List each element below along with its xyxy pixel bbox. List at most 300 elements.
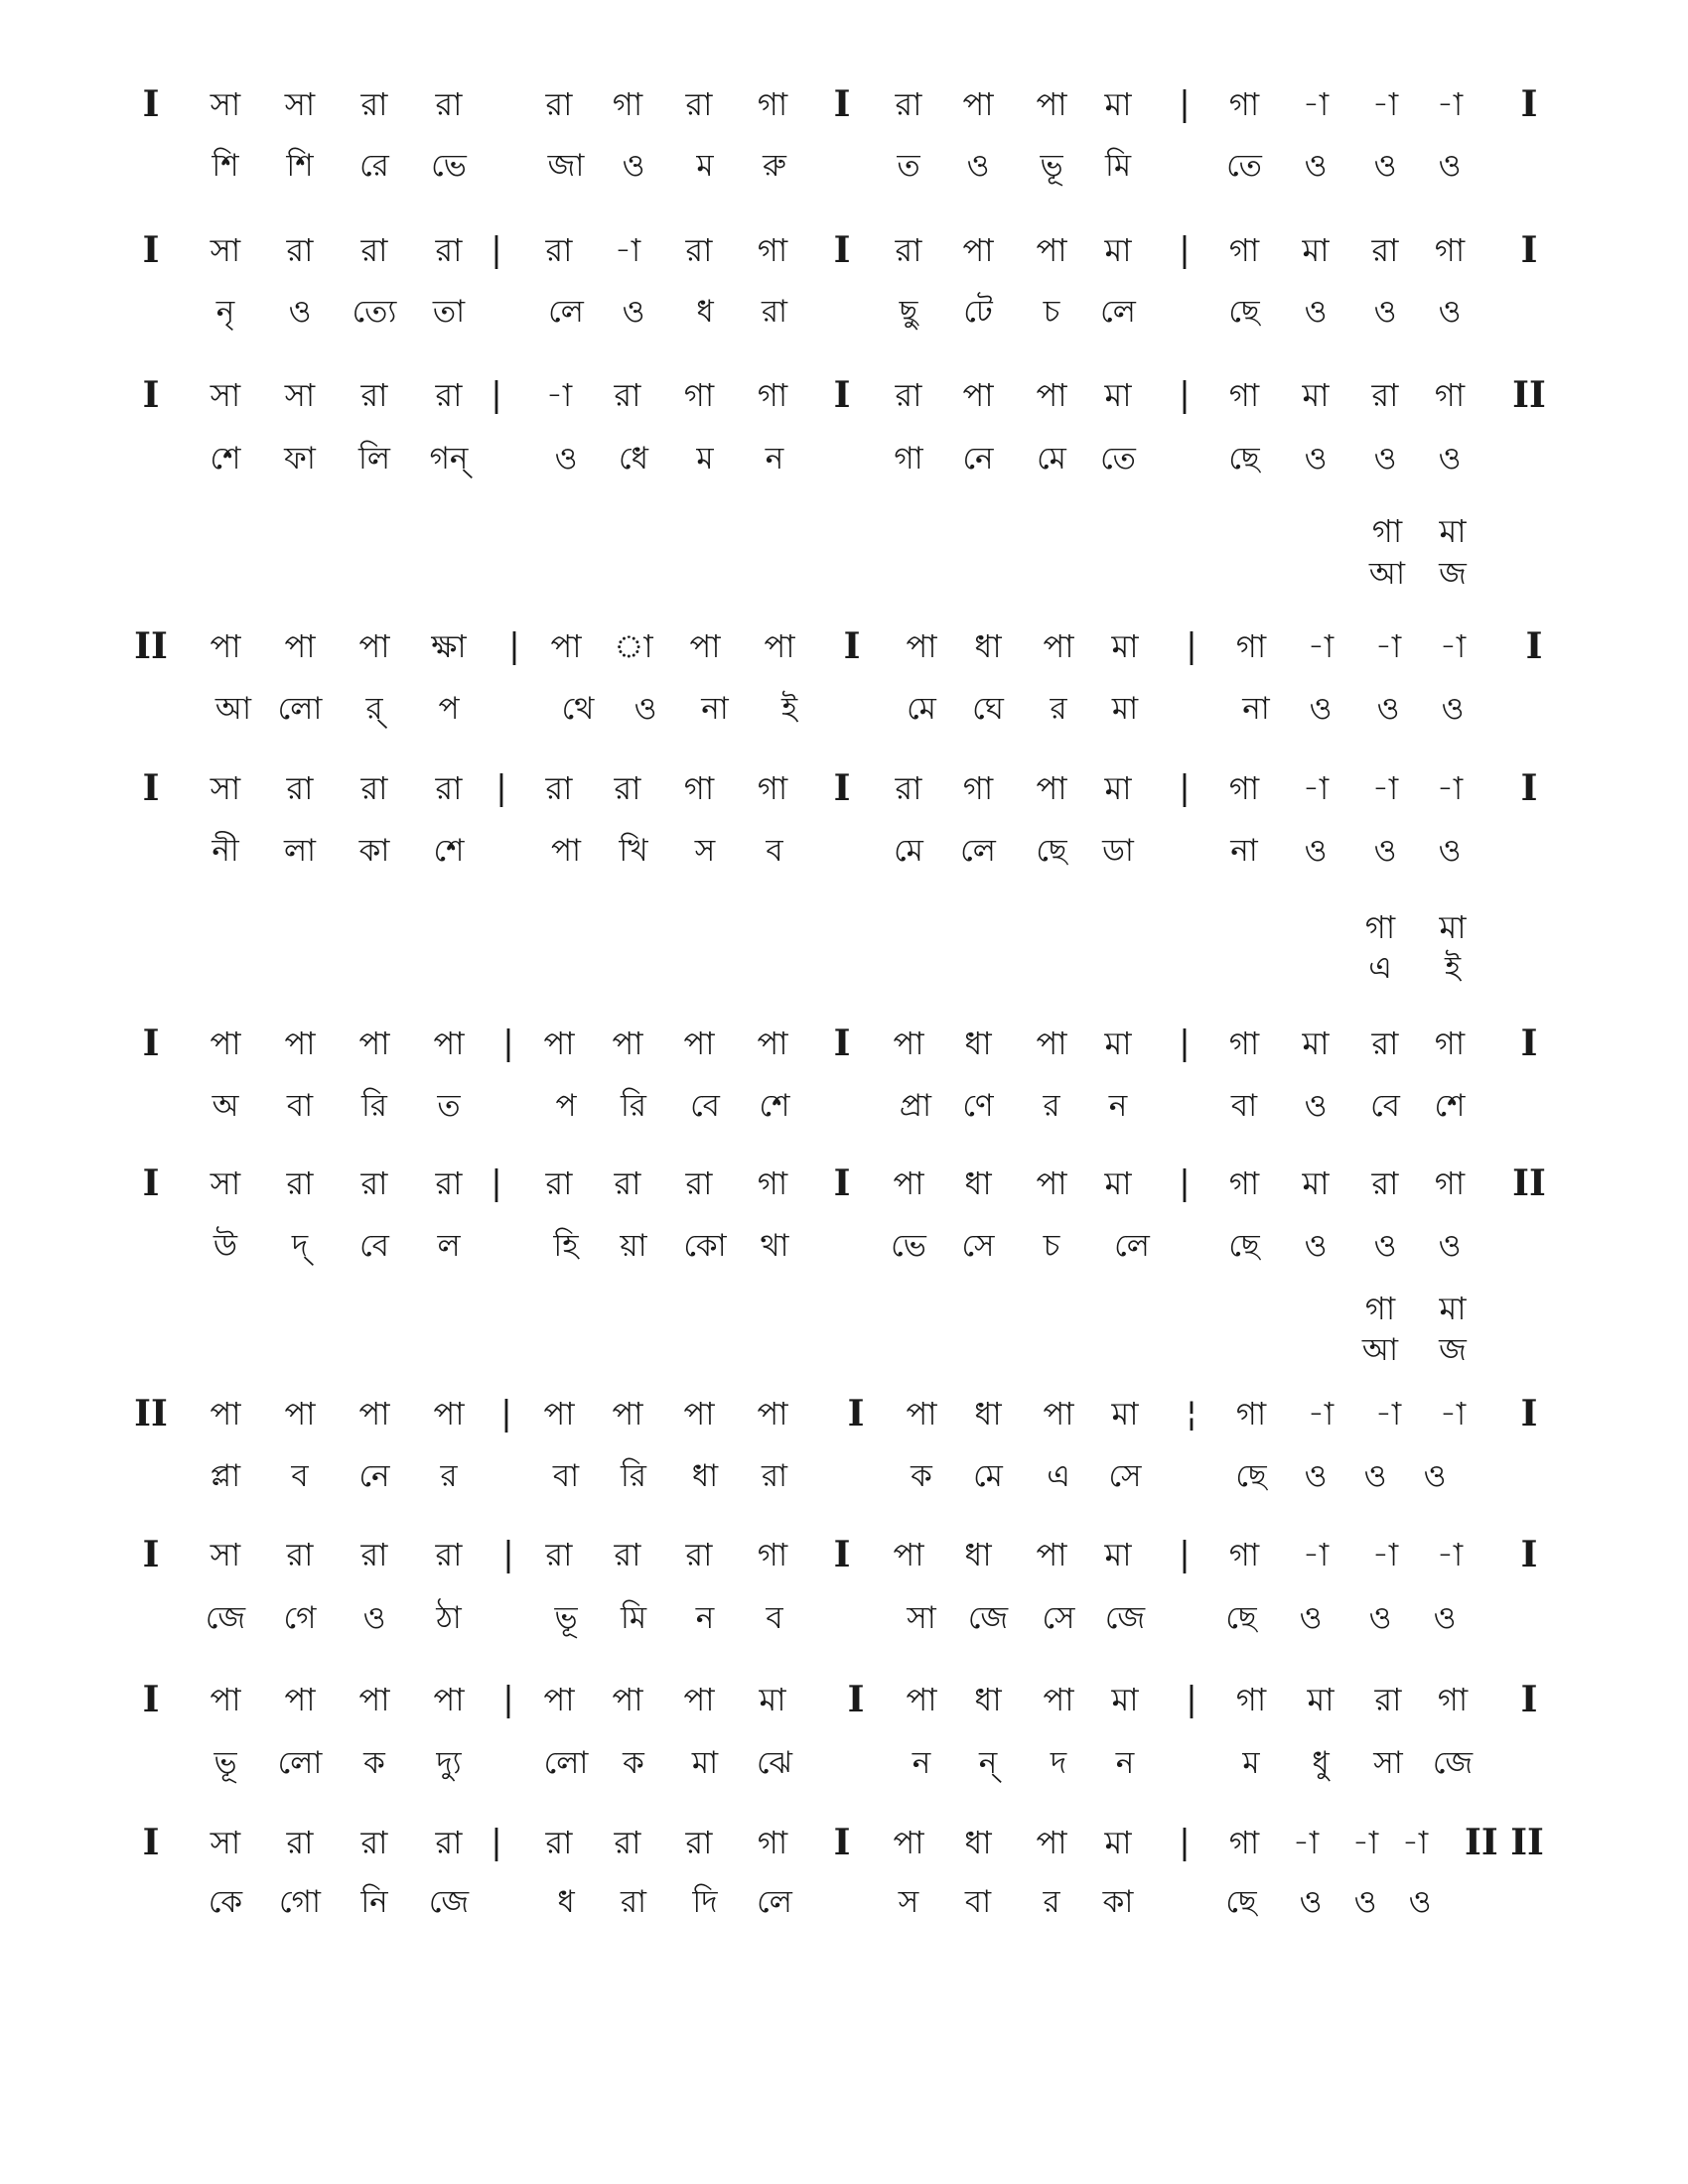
note: পা <box>210 1024 241 1062</box>
lyric-syllable: লে <box>960 833 996 869</box>
lyric-syllable: ও <box>1299 1600 1323 1636</box>
lyric-syllable: ও <box>362 1600 386 1636</box>
lyric-syllable: ভে <box>891 1228 926 1264</box>
lyric-syllable: নি <box>360 1884 388 1920</box>
lyric-syllable: শে <box>433 833 465 869</box>
lyric-syllable: লো <box>543 1745 589 1781</box>
lyric-syllable: দ <box>1050 1745 1067 1781</box>
lyric-syllable: জে <box>1104 1600 1146 1636</box>
note: পা <box>358 1681 390 1718</box>
lyric-syllable: র্ <box>365 691 383 727</box>
note: -া <box>1436 85 1464 123</box>
section-marker: II II <box>1465 1822 1544 1863</box>
note: রা <box>1371 1024 1399 1062</box>
bar-line: | <box>1179 1024 1191 1063</box>
lyric-syllable: ই <box>1444 950 1462 986</box>
lyric-syllable: ধ <box>557 1884 575 1920</box>
lyric-syllable: কা <box>358 833 390 869</box>
lyric-syllable: ত <box>437 1088 461 1124</box>
lyric-syllable: দি <box>692 1884 718 1920</box>
lyric-syllable: কো <box>683 1228 727 1264</box>
note: -া <box>614 231 641 269</box>
note: পা <box>893 1536 924 1573</box>
section-marker: I <box>142 1679 160 1720</box>
note: গা <box>1228 231 1260 269</box>
lyric-syllable: ভে <box>431 148 467 184</box>
lyrics-row <box>0 1216 1688 1276</box>
lyric-syllable: ধা <box>691 1458 719 1494</box>
section-marker: II <box>1512 374 1546 416</box>
lyric-syllable: ও <box>622 148 645 184</box>
note: রা <box>360 1824 388 1861</box>
bar-line: | <box>502 1680 514 1719</box>
lyric-syllable: ম <box>696 148 714 184</box>
section-marker: I <box>833 1822 851 1863</box>
note: পা <box>612 1024 643 1062</box>
section-marker: I <box>1525 625 1543 667</box>
note: পা <box>906 1395 937 1433</box>
note: মা <box>1104 1824 1132 1861</box>
note: রা <box>545 1164 573 1202</box>
lyric-syllable: ও <box>1438 1228 1462 1264</box>
note: রা <box>685 1824 713 1861</box>
note: রা <box>614 1824 641 1861</box>
note: রা <box>1371 376 1399 414</box>
section-marker: I <box>833 229 851 271</box>
lyric-syllable: চ <box>1043 294 1060 330</box>
lyric-syllable: ও <box>1433 1600 1457 1636</box>
lyrics-row <box>0 1446 1688 1506</box>
note: -া <box>1401 1824 1429 1861</box>
lyric-syllable: ঘে <box>972 691 1004 727</box>
lyric-syllable: ব <box>766 833 783 869</box>
bar-line: | <box>491 375 502 415</box>
note: গা <box>757 376 788 414</box>
lyric-syllable: ন্ <box>978 1745 998 1781</box>
note: গা <box>1364 1290 1396 1327</box>
note: গা <box>1434 231 1466 269</box>
note: রা <box>545 769 573 807</box>
note: মা <box>1439 908 1467 946</box>
lyric-syllable: স <box>694 833 716 869</box>
note: পা <box>683 1024 715 1062</box>
lyric-syllable: তে <box>1100 441 1136 477</box>
lyric-syllable: পা <box>550 833 582 869</box>
bar-line: | <box>1186 626 1197 666</box>
lyric-syllable: লে <box>757 1884 792 1920</box>
note: রা <box>545 1824 573 1861</box>
lyric-syllable: ছে <box>1235 1458 1267 1494</box>
lyric-syllable: প <box>438 691 460 727</box>
note: রা <box>360 376 388 414</box>
notation-row <box>0 1525 1688 1584</box>
bar-line: | <box>1179 768 1191 808</box>
lyric-syllable: ও <box>633 691 657 727</box>
lyric-syllable: গন্ <box>429 441 469 477</box>
note: রা <box>685 85 713 123</box>
note: -া <box>1371 1536 1399 1573</box>
note: পা <box>906 1681 937 1718</box>
note: পা <box>962 231 994 269</box>
lyric-syllable: আ <box>1361 1332 1399 1368</box>
note: রা <box>286 769 314 807</box>
note: পা <box>757 1024 788 1062</box>
lyric-syllable: ত্যে <box>352 294 397 330</box>
lyric-syllable: র <box>1043 1884 1060 1920</box>
lyric-syllable: অ <box>211 1088 239 1124</box>
lyric-syllable: র <box>1043 1088 1060 1124</box>
lyric-syllable: আ <box>1368 556 1406 592</box>
lyric-syllable: নৃ <box>215 294 235 330</box>
lyric-syllable: বা <box>1230 1088 1258 1124</box>
lyric-syllable: ও <box>1441 691 1465 727</box>
note: -া <box>1374 1395 1402 1433</box>
lyrics-row <box>0 1733 1688 1793</box>
lyric-syllable: মে <box>907 691 936 727</box>
bar-line: ¦ <box>1186 1394 1197 1433</box>
lyric-syllable: খি <box>619 833 648 869</box>
lyric-syllable: রা <box>761 294 788 330</box>
note: গা <box>1228 1164 1260 1202</box>
lyric-syllable: রে <box>359 148 389 184</box>
lyric-syllable: র <box>440 1458 458 1494</box>
bar-line: | <box>1179 1163 1191 1203</box>
note: -া <box>1302 769 1330 807</box>
notation-row <box>0 74 1688 134</box>
note: গা <box>757 1164 788 1202</box>
note: ধা <box>964 1536 992 1573</box>
notation-row <box>0 1384 1688 1443</box>
note: পা <box>210 1681 241 1718</box>
note: -া <box>1374 627 1402 665</box>
section-marker: I <box>1520 767 1538 809</box>
note: গা <box>1228 85 1260 123</box>
lyric-syllable: ম <box>696 441 714 477</box>
lyric-syllable: এ <box>1047 1458 1070 1494</box>
lyric-syllable: রি <box>361 1088 387 1124</box>
lyric-syllable: ক <box>911 1458 932 1494</box>
bar-line: | <box>1179 1535 1191 1574</box>
lyric-syllable: ও <box>1304 1228 1328 1264</box>
lyrics-row <box>0 282 1688 341</box>
lyric-syllable: মি <box>1104 148 1132 184</box>
note: গা <box>1437 1681 1469 1718</box>
lyric-syllable: শে <box>1434 1088 1466 1124</box>
lyric-syllable: ও <box>1304 441 1328 477</box>
lyric-syllable: ত <box>897 148 920 184</box>
lyric-syllable: ডা <box>1102 833 1134 869</box>
lyric-syllable: সে <box>961 1228 995 1264</box>
note: -া <box>1436 1536 1464 1573</box>
lyric-syllable: ও <box>1373 1228 1397 1264</box>
lyric-syllable: হি <box>553 1228 579 1264</box>
section-marker: I <box>142 1162 160 1204</box>
lyric-syllable: ও <box>1353 1884 1377 1920</box>
note: গা <box>1235 1395 1267 1433</box>
note: া <box>614 627 653 665</box>
notation-row <box>0 1813 1688 1872</box>
lyric-syllable: রা <box>620 1884 647 1920</box>
lyric-syllable: ও <box>1304 1088 1328 1124</box>
lyric-syllable: ও <box>1304 1458 1328 1494</box>
note: পা <box>893 1824 924 1861</box>
lyric-syllable: শে <box>759 1088 790 1124</box>
note: -া <box>1292 1824 1320 1861</box>
section-marker: II <box>134 625 168 667</box>
lyric-syllable: য়া <box>620 1228 647 1264</box>
note: রা <box>360 1164 388 1202</box>
note: মা <box>759 1681 786 1718</box>
lyrics-row <box>0 938 1688 998</box>
lyrics-row <box>0 429 1688 488</box>
lyric-syllable: ব <box>291 1458 309 1494</box>
note: রা <box>545 85 573 123</box>
lyric-syllable: কা <box>1102 1884 1134 1920</box>
notation-row <box>0 220 1688 280</box>
lyric-syllable: জে <box>1432 1745 1474 1781</box>
note: রা <box>614 376 641 414</box>
lyric-syllable: তা <box>432 294 466 330</box>
note: পা <box>683 1395 715 1433</box>
note: পা <box>1036 1024 1067 1062</box>
note: রা <box>685 1536 713 1573</box>
note: রা <box>545 231 573 269</box>
lyric-syllable: বে <box>690 1088 720 1124</box>
section-marker: I <box>1520 1534 1538 1575</box>
note: পা <box>757 1395 788 1433</box>
note: -া <box>1351 1824 1379 1861</box>
note: পা <box>358 1395 390 1433</box>
note: পা <box>284 1395 316 1433</box>
note: সা <box>210 769 241 807</box>
note: মা <box>1439 1290 1467 1327</box>
lyric-syllable: ই <box>780 691 798 727</box>
lyric-syllable: ও <box>1363 1458 1387 1494</box>
note: -া <box>545 376 573 414</box>
note: ধা <box>964 1024 992 1062</box>
section-marker: I <box>142 1023 160 1064</box>
bar-line: | <box>500 1394 512 1433</box>
notation-row <box>0 1014 1688 1073</box>
section-marker: I <box>1520 1393 1538 1434</box>
lyric-syllable: ণে <box>962 1088 994 1124</box>
lyric-syllable: ন <box>1108 1088 1128 1124</box>
lyrics-row <box>0 544 1688 604</box>
lyric-syllable: ন <box>1115 1745 1135 1781</box>
lyric-syllable: ন <box>765 441 784 477</box>
lyric-syllable: লো <box>277 691 323 727</box>
lyric-syllable: ক <box>363 1745 385 1781</box>
lyric-syllable: ও <box>622 294 645 330</box>
lyric-syllable: ও <box>1438 148 1462 184</box>
note: পা <box>543 1395 575 1433</box>
section-marker: II <box>1512 1162 1546 1204</box>
bar-line: | <box>508 626 520 666</box>
lyric-syllable: ছে <box>1228 441 1260 477</box>
note: পা <box>543 1024 575 1062</box>
lyric-syllable: ধ <box>696 294 714 330</box>
lyrics-row <box>0 1076 1688 1136</box>
lyric-syllable: থা <box>760 1228 789 1264</box>
note: পা <box>358 627 390 665</box>
section-marker: I <box>142 767 160 809</box>
note: গা <box>1434 1024 1466 1062</box>
lyric-syllable: ছে <box>1225 1600 1257 1636</box>
notation-row <box>0 1154 1688 1213</box>
lyric-syllable: না <box>701 691 729 727</box>
bar-line: | <box>502 1024 514 1063</box>
lyric-syllable: নে <box>358 1458 390 1494</box>
note: পা <box>612 1681 643 1718</box>
section-marker: I <box>847 1679 865 1720</box>
section-marker: I <box>142 229 160 271</box>
lyric-syllable: ন <box>912 1745 931 1781</box>
note: মা <box>1302 1164 1330 1202</box>
note: ধা <box>974 1395 1002 1433</box>
lyric-syllable: ও <box>288 294 312 330</box>
note: রা <box>435 1164 463 1202</box>
lyric-syllable: মি <box>620 1600 647 1636</box>
note: মা <box>1302 1024 1330 1062</box>
note: রা <box>360 231 388 269</box>
note: পা <box>906 627 937 665</box>
lyric-syllable: ভূ <box>1040 148 1063 184</box>
section-marker: I <box>833 1023 851 1064</box>
lyric-syllable: ও <box>1373 294 1397 330</box>
note: ক্ষা <box>431 627 467 665</box>
lyric-syllable: সে <box>1108 1458 1142 1494</box>
note: পা <box>284 1681 316 1718</box>
lyric-syllable: আ <box>214 691 252 727</box>
note: পা <box>1043 627 1074 665</box>
bar-line: | <box>502 1535 514 1574</box>
lyric-syllable: থে <box>561 691 595 727</box>
note: সা <box>210 1824 241 1861</box>
lyric-syllable: ঠা <box>436 1600 462 1636</box>
note: পা <box>1036 85 1067 123</box>
lyrics-row <box>0 679 1688 739</box>
note: গা <box>1434 376 1466 414</box>
note: মা <box>1104 376 1132 414</box>
lyric-syllable: নী <box>211 833 239 869</box>
note: মা <box>1111 1681 1139 1718</box>
lyric-syllable: ও <box>1368 1600 1392 1636</box>
lyric-syllable: ও <box>1373 441 1397 477</box>
lyrics-row <box>0 136 1688 196</box>
lyric-syllable: ক <box>623 1745 644 1781</box>
lyric-syllable: ও <box>1373 833 1397 869</box>
note: সা <box>210 376 241 414</box>
lyric-syllable: লে <box>548 294 584 330</box>
bar-line: | <box>1186 1680 1197 1719</box>
section-marker: I <box>142 83 160 125</box>
note: পা <box>893 1024 924 1062</box>
note: রা <box>1371 1164 1399 1202</box>
lyric-syllable: ও <box>554 441 578 477</box>
note: পা <box>550 627 582 665</box>
note: গা <box>757 1536 788 1573</box>
lyric-syllable: জ <box>1439 1332 1467 1368</box>
note: পা <box>764 627 795 665</box>
notation-row <box>0 1670 1688 1729</box>
lyric-syllable: স <box>898 1884 919 1920</box>
note: রা <box>435 769 463 807</box>
lyric-syllable: র <box>1050 691 1067 727</box>
lyric-syllable: ভূ <box>554 1600 578 1636</box>
note: রা <box>1374 1681 1402 1718</box>
note: পা <box>689 627 721 665</box>
bar-line: | <box>495 768 507 808</box>
lyric-syllable: মে <box>973 1458 1003 1494</box>
notation-row <box>0 616 1688 676</box>
lyric-syllable: দ্ <box>291 1228 309 1264</box>
section-marker: I <box>847 1393 865 1434</box>
note: পা <box>1036 376 1067 414</box>
note: সা <box>210 1164 241 1202</box>
note: পা <box>284 627 316 665</box>
lyric-syllable: ছে <box>1228 294 1260 330</box>
lyric-syllable: ব <box>766 1600 783 1636</box>
section-marker: I <box>142 374 160 416</box>
note: ধা <box>974 627 1002 665</box>
lyric-syllable: বা <box>964 1884 992 1920</box>
lyric-syllable: প <box>555 1088 577 1124</box>
lyric-syllable: লো <box>277 1745 323 1781</box>
section-marker: I <box>142 1534 160 1575</box>
lyric-syllable: সা <box>1373 1745 1403 1781</box>
lyric-syllable: ও <box>966 148 990 184</box>
note: -া <box>1307 1395 1335 1433</box>
note: রা <box>685 1164 713 1202</box>
bar-line: | <box>1179 230 1191 270</box>
note: মা <box>1307 1681 1335 1718</box>
note: -া <box>1439 627 1467 665</box>
note: পা <box>433 1024 465 1062</box>
note: পা <box>284 1024 316 1062</box>
lyric-syllable: মা <box>691 1745 719 1781</box>
note: মা <box>1104 231 1132 269</box>
lyric-syllable: ফা <box>284 441 316 477</box>
lyric-syllable: ও <box>1299 1884 1323 1920</box>
note: রা <box>545 1536 573 1573</box>
note: মা <box>1104 769 1132 807</box>
note: রা <box>685 231 713 269</box>
note: পা <box>1036 1824 1067 1861</box>
lyric-syllable: রি <box>621 1088 646 1124</box>
lyric-syllable: বা <box>552 1458 580 1494</box>
note: গা <box>1235 627 1267 665</box>
note: ধা <box>974 1681 1002 1718</box>
note: রা <box>435 231 463 269</box>
bar-line: | <box>1179 375 1191 415</box>
lyric-syllable: ও <box>1438 294 1462 330</box>
note: রা <box>614 769 641 807</box>
note: মা <box>1104 85 1132 123</box>
lyric-syllable: ও <box>1304 148 1328 184</box>
note: -া <box>1371 85 1399 123</box>
lyric-syllable: ম <box>1242 1745 1260 1781</box>
note: রা <box>360 1536 388 1573</box>
lyric-syllable: ও <box>1373 148 1397 184</box>
lyric-syllable: ল <box>437 1228 461 1264</box>
notation-row <box>0 758 1688 818</box>
bar-line: | <box>1179 1823 1191 1862</box>
lyric-syllable: ও <box>1423 1458 1447 1494</box>
section-marker: I <box>833 767 851 809</box>
note: গা <box>1228 1024 1260 1062</box>
note: রা <box>286 231 314 269</box>
section-marker: I <box>1520 1023 1538 1064</box>
